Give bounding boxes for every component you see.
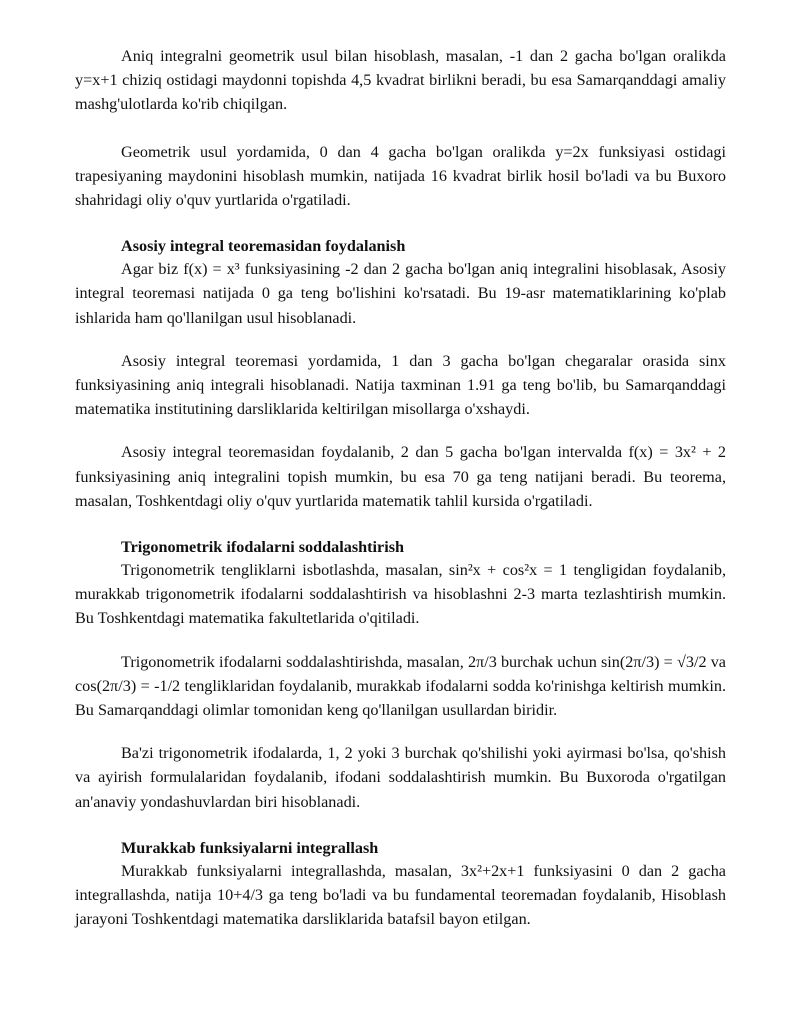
paragraph-fundamental-2: Asosiy integral teoremasi yordamida, 1 dan 3 gacha bo'lgan chegaralar orasida sinx funksiyasining aniq integrali hisoblanadi. Natija taxminan 1.91 ga teng bo'lib, bu Samarqanddagi matematika institutining darsliklarida keltirilgan misollarga o'xshaydi. — [75, 351, 726, 419]
section-heading-trigonometric: Trigonometrik ifodalarni soddalashtirish — [121, 538, 405, 557]
paragraph-geometric-2: Geometrik usul yordamida, 0 dan 4 gacha bo'lgan oralikda y=2x funksiyasi ostidagi trapesiyaning maydonini hisoblash mumkin, natijada 16 kvadrat birlik hosil bo'ladi va bu Buxoro shahridagi oliy o'quv yurtlarida o'rgatiladi. — [75, 142, 726, 210]
paragraph-geometric-1: Aniq integralni geometrik usul bilan hisoblash, masalan, -1 dan 2 gacha bo'lgan oralikda y=x+1 chiziq ostidagi maydonni topishda 4,5 kvadrat birlikni beradi, bu esa Samarqanddagi amaliy mashg'ulotlarda ko'rib chiqilgan. — [75, 47, 726, 114]
paragraph-fundamental-1: Agar biz f(x) = x³ funksiyasining -2 dan 2 gacha bo'lgan aniq integralini hisoblasak, Asosiy integral teoremasi natijada 0 ga teng bo'lishini ko'rsatadi. Bu 19-asr matematiklarining ko'plab ishlarida ham qo'llanilgan usul hisoblanadi. — [75, 260, 726, 327]
paragraph-trigonometric-1: Trigonometrik tengliklarni isbotlashda, masalan, sin²x + cos²x = 1 tengligidan foydalanib, murakkab trigonometrik ifodalarni soddalashtirish va hisoblashni 2-3 marta tezlashtirish mumkin. Bu Toshkentdagi matematika fakultetlarida o'qitiladi. — [75, 561, 726, 628]
document-page — [75, 44, 726, 931]
paragraph-fundamental-3: Asosiy integral teoremasidan foydalanib, 2 dan 5 gacha bo'lgan intervalda f(x) = 3x² + 2 funksiyasining aniq integralini topish mumkin, bu esa 70 ga teng natijani beradi. Bu teorema, masalan, Toshkentdagi oliy o'quv yurtlarida matematik tahlil kursida o'rgatiladi. — [75, 443, 726, 510]
paragraph-complex-1: Murakkab funksiyalarni integrallashda, masalan, 3x²+2x+1 funksiyasini 0 dan 2 gacha integrallashda, natija 10+4/3 ga teng bo'ladi va bu fundamental teoremadan foydalanib, Hisoblash jarayoni Toshkentdagi matematika darsliklarida batafsil bayon etilgan. — [75, 861, 726, 929]
paragraph-trigonometric-3: Ba'zi trigonometrik ifodalarda, 1, 2 yoki 3 burchak qo'shilishi yoki ayirmasi bo'lsa, qo'shish va ayirish formulalaridan foydalanib, ifodani soddalashtirish mumkin. Bu Buxoroda o'rgatilgan an'anaviy yondashuvlardan biri hisoblanadi. — [75, 744, 726, 811]
section-heading-fundamental-theorem: Asosiy integral teoremasidan foydalanish — [121, 237, 406, 256]
section-heading-complex-functions: Murakkab funksiyalarni integrallash — [121, 838, 379, 857]
paragraph-trigonometric-2: Trigonometrik ifodalarni soddalashtirishda, masalan, 2π/3 burchak uchun sin(2π/3) = √3/2 va cos(2π/3) = -1/2 tengliklaridan foydalanib, murakkab ifodalarni sodda ko'rinishga keltirish mumkin. Bu Samarqanddagi olimlar tomonidan keng qo'llanilgan usullardan biridir. — [75, 652, 726, 720]
